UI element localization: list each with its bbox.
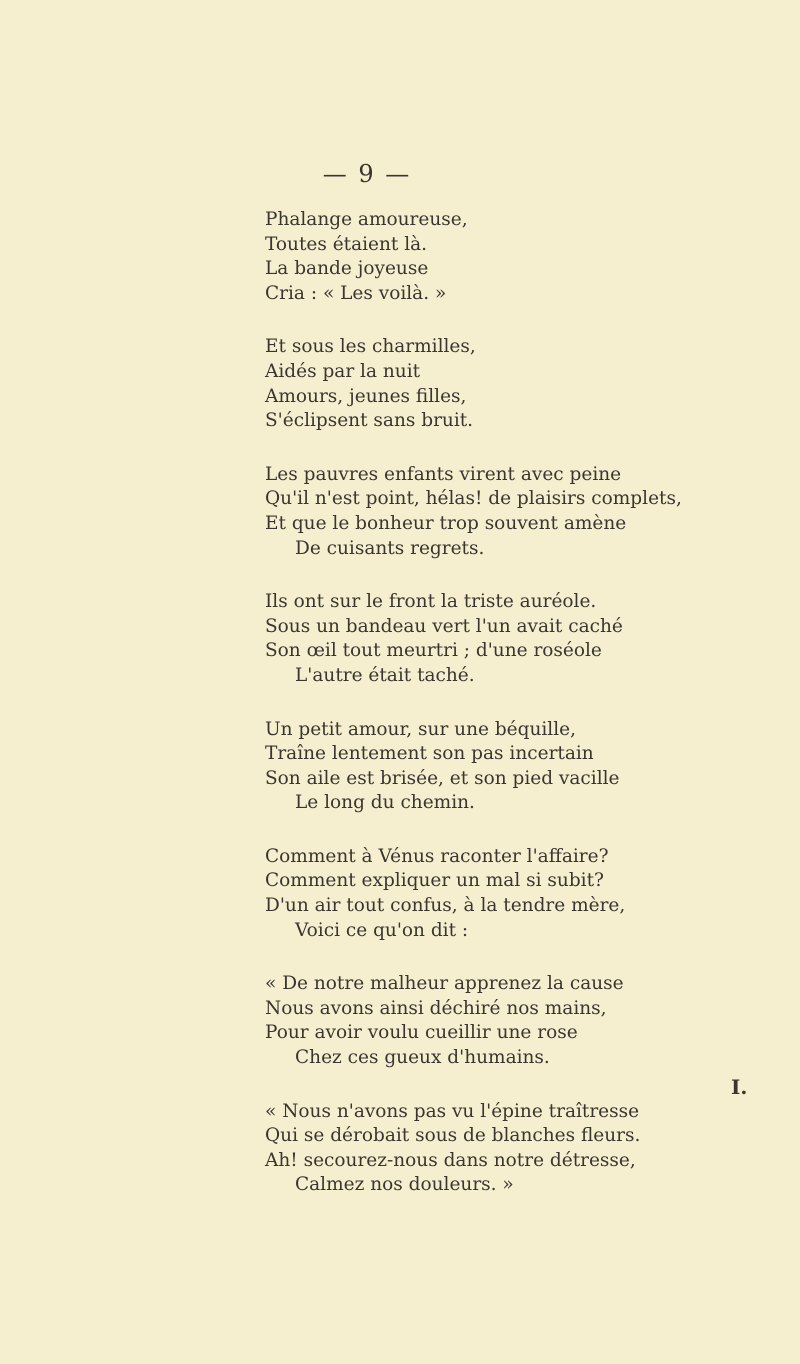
verse-line: Son aile est brisée, et son pied vacille: [265, 767, 620, 789]
verse-line: Traîne lentement son pas incertain: [265, 743, 594, 765]
verse-line: Nous avons ainsi déchiré nos mains,: [265, 997, 607, 1019]
verse-line: Qui se dérobait sous de blanches fleurs.: [265, 1125, 641, 1147]
stanza-6: [265, 845, 785, 943]
verse-line: L'autre était taché.: [295, 664, 475, 686]
verse-line: Et sous les charmilles,: [265, 336, 476, 358]
verse-line: Phalange amoureuse,: [265, 209, 468, 230]
verse-line: Aidés par la nuit: [265, 360, 421, 382]
verse-line: Amours, jeunes filles,: [265, 385, 467, 407]
verse-line: « Nous n'avons pas vu l'épine traîtresse: [265, 1100, 640, 1122]
verse-line: Toutes étaient là.: [265, 233, 428, 255]
verse-line: Ah! secourez-nous dans notre détresse,: [265, 1149, 636, 1171]
stanza-8: [265, 1100, 785, 1198]
verse-line: Son œil tout meurtri ; d'une roséole: [265, 640, 602, 662]
verse-line: Qu'il n'est point, hélas! de plaisirs complets,: [265, 488, 682, 510]
verse-line: S'éclipsent sans bruit.: [265, 410, 474, 432]
stanza-5: [265, 718, 785, 816]
stanza-7: [265, 972, 785, 1070]
stanza-3: [265, 463, 785, 561]
stanza-4: [265, 590, 785, 688]
verse-line: Voici ce qu'on dit :: [295, 919, 469, 941]
stanza-1: [265, 208, 785, 306]
verse-line: Le long du chemin.: [295, 792, 475, 814]
verse-line: Sous un bandeau vert l'un avait caché: [265, 615, 623, 637]
verse-line: Cria : « Les voilà. »: [265, 282, 447, 304]
poem: [265, 208, 785, 1227]
verse-line: D'un air tout confus, à la tendre mère,: [265, 895, 626, 917]
verse-line: « De notre malheur apprenez la cause: [265, 973, 624, 995]
verse-line: Comment expliquer un mal si subit?: [265, 870, 604, 892]
stanza-2: [265, 335, 785, 433]
verse-line: Comment à Vénus raconter l'affaire?: [265, 845, 609, 867]
verse-line: De cuisants regrets.: [295, 537, 485, 559]
verse-line: Chez ces gueux d'humains.: [295, 1047, 550, 1069]
verse-line: La bande joyeuse: [265, 258, 429, 280]
verse-line: Et que le bonheur trop souvent amène: [265, 512, 627, 534]
page-number: — 9 —: [322, 160, 412, 188]
verse-line: Calmez nos douleurs. »: [295, 1174, 514, 1196]
verse-line: Ils ont sur le front la triste auréole.: [265, 591, 597, 613]
author-signature: I.: [731, 1075, 748, 1099]
verse-line: Pour avoir voulu cueillir une rose: [265, 1022, 578, 1044]
verse-line: Les pauvres enfants virent avec peine: [265, 463, 622, 485]
verse-line: Un petit amour, sur une béquille,: [265, 718, 576, 740]
